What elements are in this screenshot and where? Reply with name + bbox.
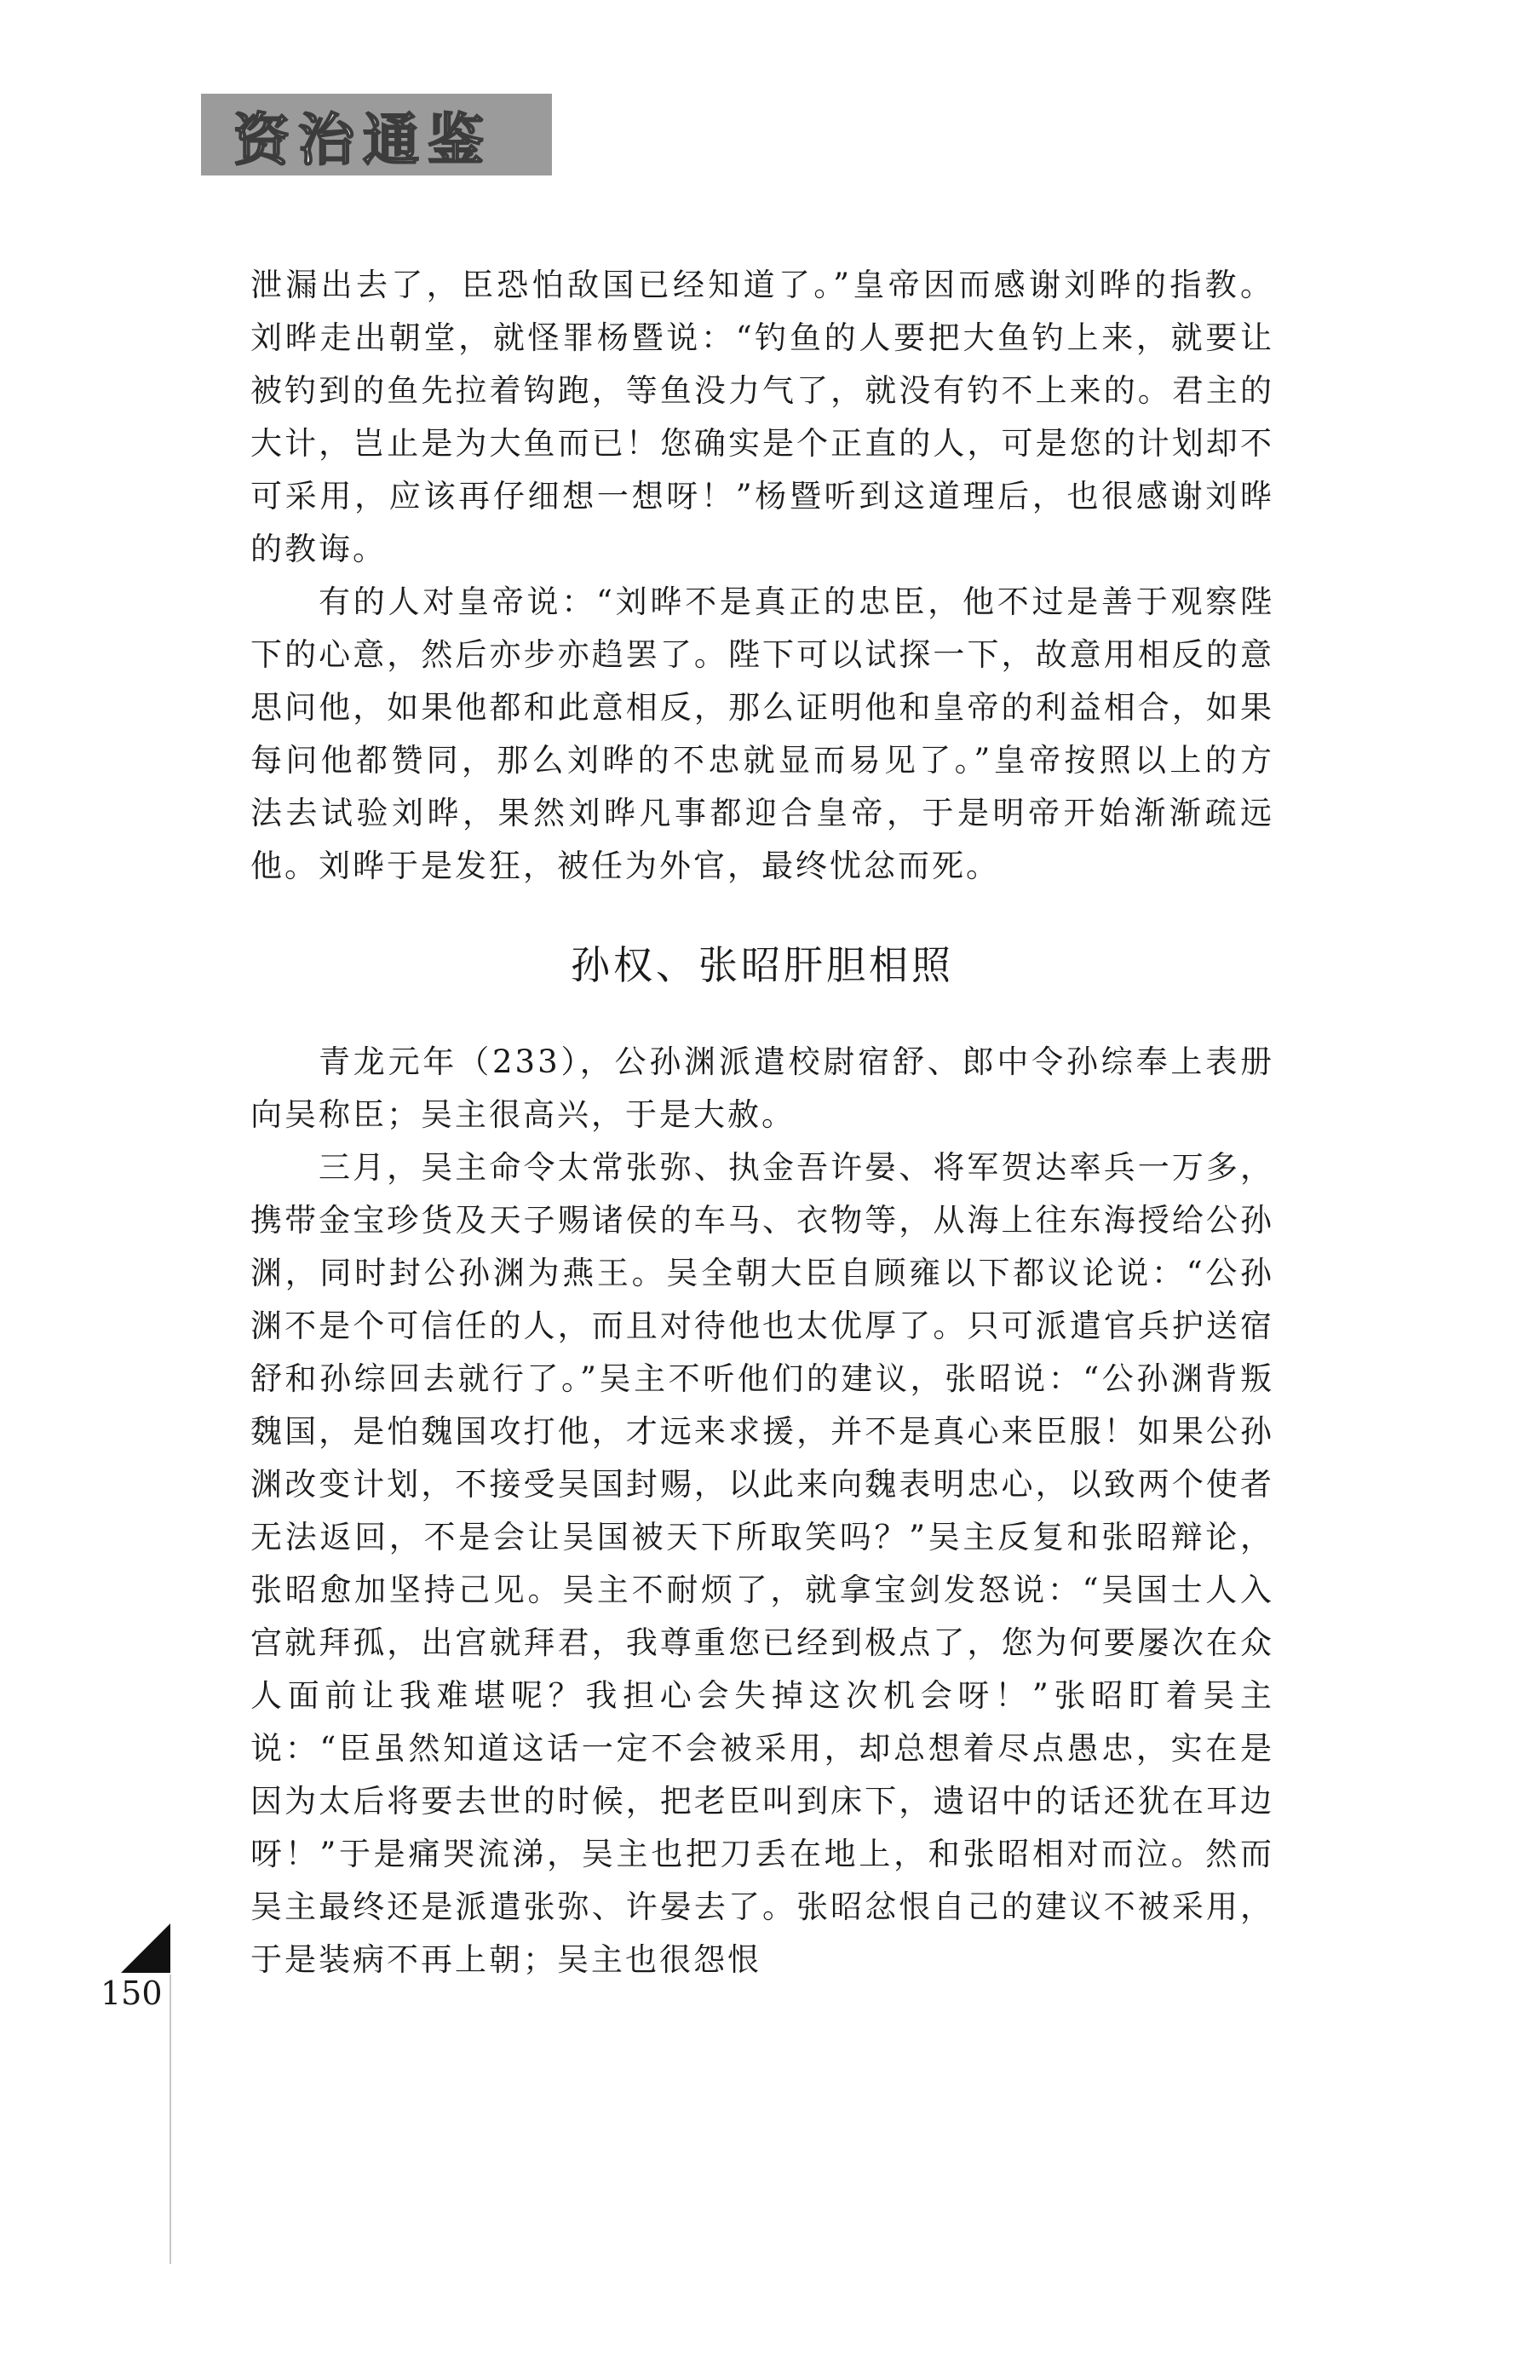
page-body	[250, 259, 1274, 1986]
paragraph: 三月，吴主命令太常张弥、执金吾许晏、将军贺达率兵一万多，携带金宝珍货及天子赐诸侯的车马、衣物等，从海上往东海授给公孙渊，同时封公孙渊为燕王。吴全朝大臣自顾雍以下都议论说：“公孙渊不是个可信任的人，而且对待他也太优厚了。只可派遣官兵护送宿舒和孙综回去就行了。”吴主不听他们的建议，张昭说：“公孙渊背叛魏国，是怕魏国攻打他，才远来求援，并不是真心来臣服！如果公孙渊改变计划，不接受吴国封赐，以此来向魏表明忠心，以致两个使者无法返回，不是会让吴国被天下所取笑吗？”吴主反复和张昭辩论，张昭愈加坚持己见。吴主不耐烦了，就拿宝剑发怒说：“吴国士人入宫就拜孤，出宫就拜君，我尊重您已经到极点了，您为何要屡次在众人面前让我难堪呢？我担心会失掉这次机会呀！”张昭盯着吴主说：“臣虽然知道这话一定不会被采用，却总想着尽点愚忠，实在是因为太后将要去世的时候，把老臣叫到床下，遗诏中的话还犹在耳边呀！”于是痛哭流涕，吴主也把刀丢在地上，和张昭相对而泣。然而吴主最终还是派遣张弥、许晏去了。张昭忿恨自己的建议不被采用，于是装病不再上朝；吴主也很怨恨	[250, 1149, 1274, 1978]
margin-rule	[170, 1975, 171, 2264]
paragraph: 青龙元年（233），公孙渊派遣校尉宿舒、郎中令孙综奉上表册向吴称臣；吴主很高兴，于是大赦。	[250, 1043, 1274, 1133]
book-title: 资治通鉴	[233, 106, 492, 173]
page-corner-triangle-icon	[121, 1923, 170, 1973]
section-title: 孙权、张昭肝胆相照	[571, 942, 954, 988]
paragraph: 泄漏出去了，臣恐怕敌国已经知道了。”皇帝因而感谢刘晔的指教。刘晔走出朝堂，就怪罪杨暨说：“钓鱼的人要把大鱼钓上来，就要让被钓到的鱼先拉着钩跑，等鱼没力气了，就没有钓不上来的。君主的大计，岂止是为大鱼而已！您确实是个正直的人，可是您的计划却不可采用，应该再仔细想一想呀！”杨暨听到这道理后，也很感谢刘晔的教诲。	[250, 267, 1274, 567]
paragraph: 有的人对皇帝说：“刘晔不是真正的忠臣，他不过是善于观察陛下的心意，然后亦步亦趋罢了。陛下可以试探一下，故意用相反的意思问他，如果他都和此意相反，那么证明他和皇帝的利益相合，如果每问他都赞同，那么刘晔的不忠就显而易见了。”皇帝按照以上的方法去试验刘晔，果然刘晔凡事都迎合皇帝，于是明帝开始渐渐疏远他。刘晔于是发狂，被任为外官，最终忧忿而死。	[250, 584, 1274, 884]
page-number: 150	[101, 1975, 163, 2012]
book-title-banner	[201, 94, 552, 175]
